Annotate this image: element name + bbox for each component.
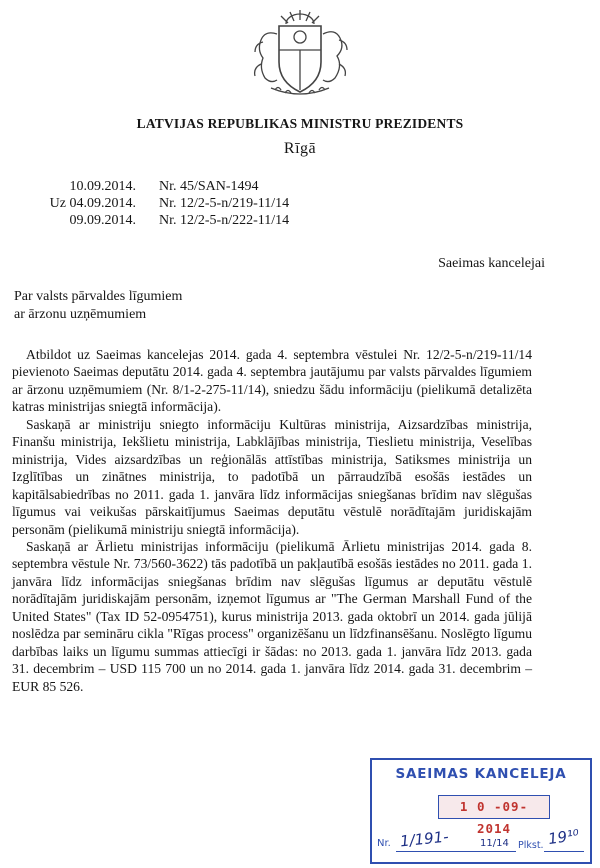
stamp-time-handwritten: 19¹⁰ — [546, 825, 581, 849]
reference-date: 10.09.2014. — [69, 179, 136, 194]
issue-city: Rīgā — [283, 140, 317, 157]
body-paragraph: Saskaņā ar ministriju sniegto informāciju Kultūras ministrija, Aizsardzības ministrija, Finanšu ministrija, Iekšlietu ministrija, Labklājības ministrija, Tieslietu ministrija, Veselības ministrija, Vides aizsardzības un reģionālās attīstības ministrija, Satiksmes ministrija un Izglītības un zinātnes ministrija, to padotībā un pārraudzībā esošās iestādes un kapitālsabiedrības no 2011. gada 1. janvāra līdz informācijas sniegšanas brīdim nav slēgušas līgumus vai veikušas pārskaitījumus Saeimas deputātu vēstulē norādītajām juridiskajām personām (pielikumā ministriju sniegtā informācija). — [12, 416, 532, 537]
stamp-number-handwritten: 1/191- — [399, 827, 450, 851]
stamp-date: 1 0 -09- 2014 — [438, 795, 550, 819]
body-paragraph: Saskaņā ar Ārlietu ministrijas informāciju (pielikumā Ārlietu ministrijas 2014. gada 8. septembra vēstule Nr. 73/560-3622) tās padotībā un pakļautībā esošās iestādes no 2011. gada 1. janvāra līdz informācijas sniegšanas brīdim nav slēgušas līgumus ar deputātu vēstulē norādītajām juridiskajām personām, izņemot līgumus ar "The German Marshall Fund of the United States" (Tax ID 52-0954751), kurus ministrija 2013. gada oktobrī un 2014. gada jūlijā noslēdza par semināru cikla "Rīgas process" organizēšanu un līdzfinansēšanu. Noslēgto līgumu darbības laiks un līgumu summas attiecīgi ir šādas: no 2013. gada 1. janvāra līdz 2013. gada 31. decembrim – USD 115 700 un no 2014. gada 1. janvāra līdz 2014. gada 31. decembrim – EUR 85 526. — [12, 538, 532, 694]
body-paragraph: Atbildot uz Saeimas kancelejas 2014. gada 4. septembra vēstulei Nr. 12/2-5-n/219-11/14 pievienoto Saeimas deputātu 2014. gada 4. septembra jautājumu par valsts pārvaldes līgumiem ar ārzonu uzņēmumiem (Nr. 8/1-2-275-11/14), sniedzu šādu informāciju (pielikumā detalizēta katras ministrijas sniegtā informācija). — [12, 347, 532, 415]
stamp-number-label: Nr. — [377, 838, 391, 849]
addressee: Saeimas kancelejai — [438, 256, 545, 271]
reference-number: Nr. 12/2-5-n/222-11/14 — [159, 213, 290, 228]
reference-date: Uz 04.09.2014. — [49, 196, 136, 211]
subject — [14, 288, 182, 324]
subject-line: ar ārzonu uzņēmumiem — [14, 307, 147, 322]
stamp-time-label: Plkst. — [518, 840, 544, 851]
stamp-number-line — [396, 851, 516, 852]
stamp-number-printed: 11/14 — [480, 838, 509, 849]
issuer-title: LATVIJAS REPUBLIKAS MINISTRU PREZIDENTS — [136, 116, 464, 131]
reference-number: Nr. 12/2-5-n/219-11/14 — [159, 196, 290, 211]
coat-of-arms-icon — [243, 4, 357, 100]
reference-number: Nr. 45/SAN-1494 — [159, 179, 259, 194]
letter-body — [12, 346, 532, 695]
reference-date: 09.09.2014. — [69, 213, 136, 228]
stamp-time-line — [544, 851, 584, 852]
stamp-title: SAEIMAS KANCELEJA — [395, 766, 567, 782]
received-stamp — [370, 758, 592, 864]
subject-line: Par valsts pārvaldes līgumiem — [14, 289, 183, 304]
